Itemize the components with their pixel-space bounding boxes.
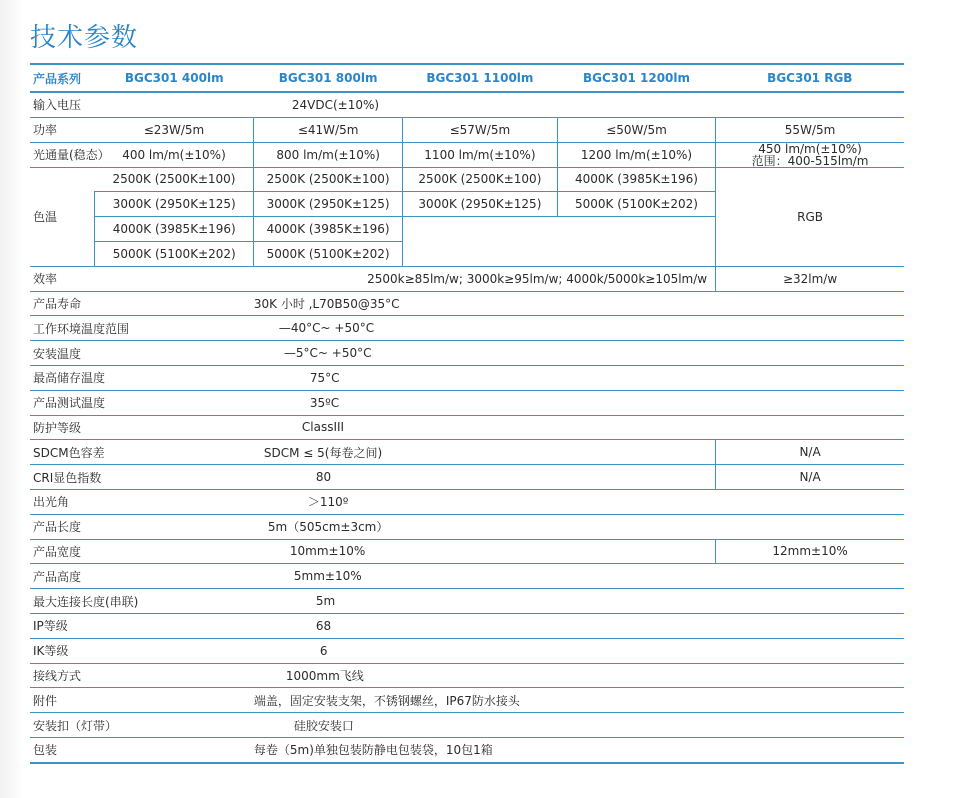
header-model: BGC301 400lm — [95, 64, 254, 92]
row-value: 10mm±10% — [254, 539, 716, 564]
row-value: 75°C — [254, 365, 904, 390]
row-label: 包装 — [30, 737, 254, 762]
table-row — [30, 688, 904, 713]
row-label: 附件 — [30, 688, 254, 713]
cct-empty-cell — [402, 217, 715, 267]
row-value: 24VDC(±10%) — [254, 92, 904, 117]
table-row — [30, 167, 904, 192]
row-value: 80 — [254, 465, 716, 490]
table-row — [30, 539, 904, 564]
rgb-cct-value: RGB — [716, 167, 904, 266]
header-model: BGC301 1200lm — [557, 64, 715, 92]
row-label: 产品测试温度 — [30, 390, 254, 415]
row-value: 35ºC — [254, 390, 904, 415]
cct-value: 4000K (3985K±196) — [557, 167, 715, 192]
row-label: 产品高度 — [30, 564, 254, 589]
row-label: 安装温度 — [30, 341, 254, 366]
row-value: 30K 小时 ,L70B50@35°C — [254, 291, 904, 316]
row-value: 400 lm/m(±10%) — [95, 142, 254, 167]
row-label: 工作环境温度范围 — [30, 316, 254, 341]
table-row — [30, 92, 904, 117]
row-value: ≤23W/5m — [95, 117, 254, 142]
row-value: 端盖，固定安装支架，不锈钢螺丝，IP67防水接头 — [254, 688, 904, 713]
row-value: 1100 lm/m(±10%) — [402, 142, 557, 167]
row-label: IK等级 — [30, 638, 254, 663]
row-value: 1200 lm/m(±10%) — [557, 142, 715, 167]
row-value: 1000mm飞线 — [254, 663, 904, 688]
header-series-label: 产品系列 — [30, 64, 95, 92]
row-value: ≤57W/5m — [402, 117, 557, 142]
table-row — [30, 291, 904, 316]
row-label: 产品长度 — [30, 514, 254, 539]
page-title: 技术参数 — [30, 23, 139, 53]
table-row — [30, 613, 904, 638]
table-row — [30, 390, 904, 415]
row-value: 800 lm/m(±10%) — [254, 142, 403, 167]
row-value: 68 — [254, 613, 904, 638]
header-model: BGC301 800lm — [254, 64, 403, 92]
table-row — [30, 713, 904, 738]
row-value: ≤50W/5m — [557, 117, 715, 142]
cct-value: 2500K (2500K±100) — [402, 167, 557, 192]
cct-value: 4000K (3985K±196) — [254, 217, 403, 242]
cct-value: 4000K (3985K±196) — [95, 217, 254, 242]
row-label: 产品宽度 — [30, 539, 254, 564]
header-model: BGC301 RGB — [716, 64, 904, 92]
rgb-value: N/A — [716, 440, 904, 465]
cct-value: 2500K (2500K±100) — [95, 167, 254, 192]
table-header-row — [30, 64, 904, 92]
row-value: 5m（505cm±3cm） — [254, 514, 904, 539]
cct-value: 5000K (5100K±202) — [557, 192, 715, 217]
row-value: ClassIII — [254, 415, 904, 440]
table-row — [30, 489, 904, 514]
table-row — [30, 117, 904, 142]
rgb-flux-range: 范围：400-515lm/m — [751, 153, 869, 168]
row-label: 产品寿命 — [30, 291, 254, 316]
table-row — [30, 465, 904, 490]
header-model: BGC301 1100lm — [402, 64, 557, 92]
table-row — [30, 415, 904, 440]
row-label: SDCM色容差 — [30, 440, 254, 465]
page-edge-shadow — [0, 0, 24, 798]
row-label: 色温 — [30, 167, 95, 266]
row-label: 效率 — [30, 266, 95, 291]
row-value: —40°C~ +50°C — [254, 316, 904, 341]
row-value: ≤41W/5m — [254, 117, 403, 142]
rgb-value: ≥32lm/w — [716, 266, 904, 291]
table-row — [30, 341, 904, 366]
rgb-value: 12mm±10% — [716, 539, 904, 564]
table-row — [30, 440, 904, 465]
row-value: SDCM ≤ 5(每卷之间) — [254, 440, 716, 465]
rgb-value: N/A — [716, 465, 904, 490]
rgb-flux-value — [716, 142, 904, 167]
row-value: 5m — [254, 589, 904, 614]
row-label: 出光角 — [30, 489, 254, 514]
table-row — [30, 316, 904, 341]
row-label: 功率 — [30, 117, 95, 142]
cct-value: 5000K (5100K±202) — [95, 241, 254, 266]
spec-table — [30, 63, 904, 764]
rgb-flux-line: 450 lm/m(±10%) — [758, 141, 862, 156]
cct-value: 3000K (2950K±125) — [95, 192, 254, 217]
row-label: IP等级 — [30, 613, 254, 638]
cct-value: 3000K (2950K±125) — [402, 192, 557, 217]
row-label: 输入电压 — [30, 92, 254, 117]
row-value: 2500k≥85lm/w; 3000k≥95lm/w; 4000k/5000k≥105lm/w — [95, 266, 716, 291]
row-value: —5°C~ +50°C — [254, 341, 904, 366]
row-label: 防护等级 — [30, 415, 254, 440]
row-value: ＞110º — [254, 489, 904, 514]
row-value: 5mm±10% — [254, 564, 904, 589]
table-row — [30, 266, 904, 291]
row-label: 最大连接长度(串联) — [30, 589, 254, 614]
table-row — [30, 365, 904, 390]
row-value: 6 — [254, 638, 904, 663]
table-row — [30, 514, 904, 539]
row-value: 硅胶安装口 — [254, 713, 904, 738]
cct-value: 3000K (2950K±125) — [254, 192, 403, 217]
row-label: CRI显色指数 — [30, 465, 254, 490]
table-row — [30, 663, 904, 688]
row-value: 55W/5m — [716, 117, 904, 142]
table-row — [30, 564, 904, 589]
row-label: 最高储存温度 — [30, 365, 254, 390]
cct-value: 2500K (2500K±100) — [254, 167, 403, 192]
table-row — [30, 638, 904, 663]
table-row — [30, 142, 904, 167]
cct-value: 5000K (5100K±202) — [254, 241, 403, 266]
row-value: 每卷（5m)单独包装防静电包装袋，10包1箱 — [254, 737, 904, 762]
row-label: 安装扣（灯带） — [30, 713, 254, 738]
table-row — [30, 737, 904, 762]
row-label: 接线方式 — [30, 663, 254, 688]
table-row — [30, 589, 904, 614]
row-label: 光通量(稳态） — [30, 142, 95, 167]
